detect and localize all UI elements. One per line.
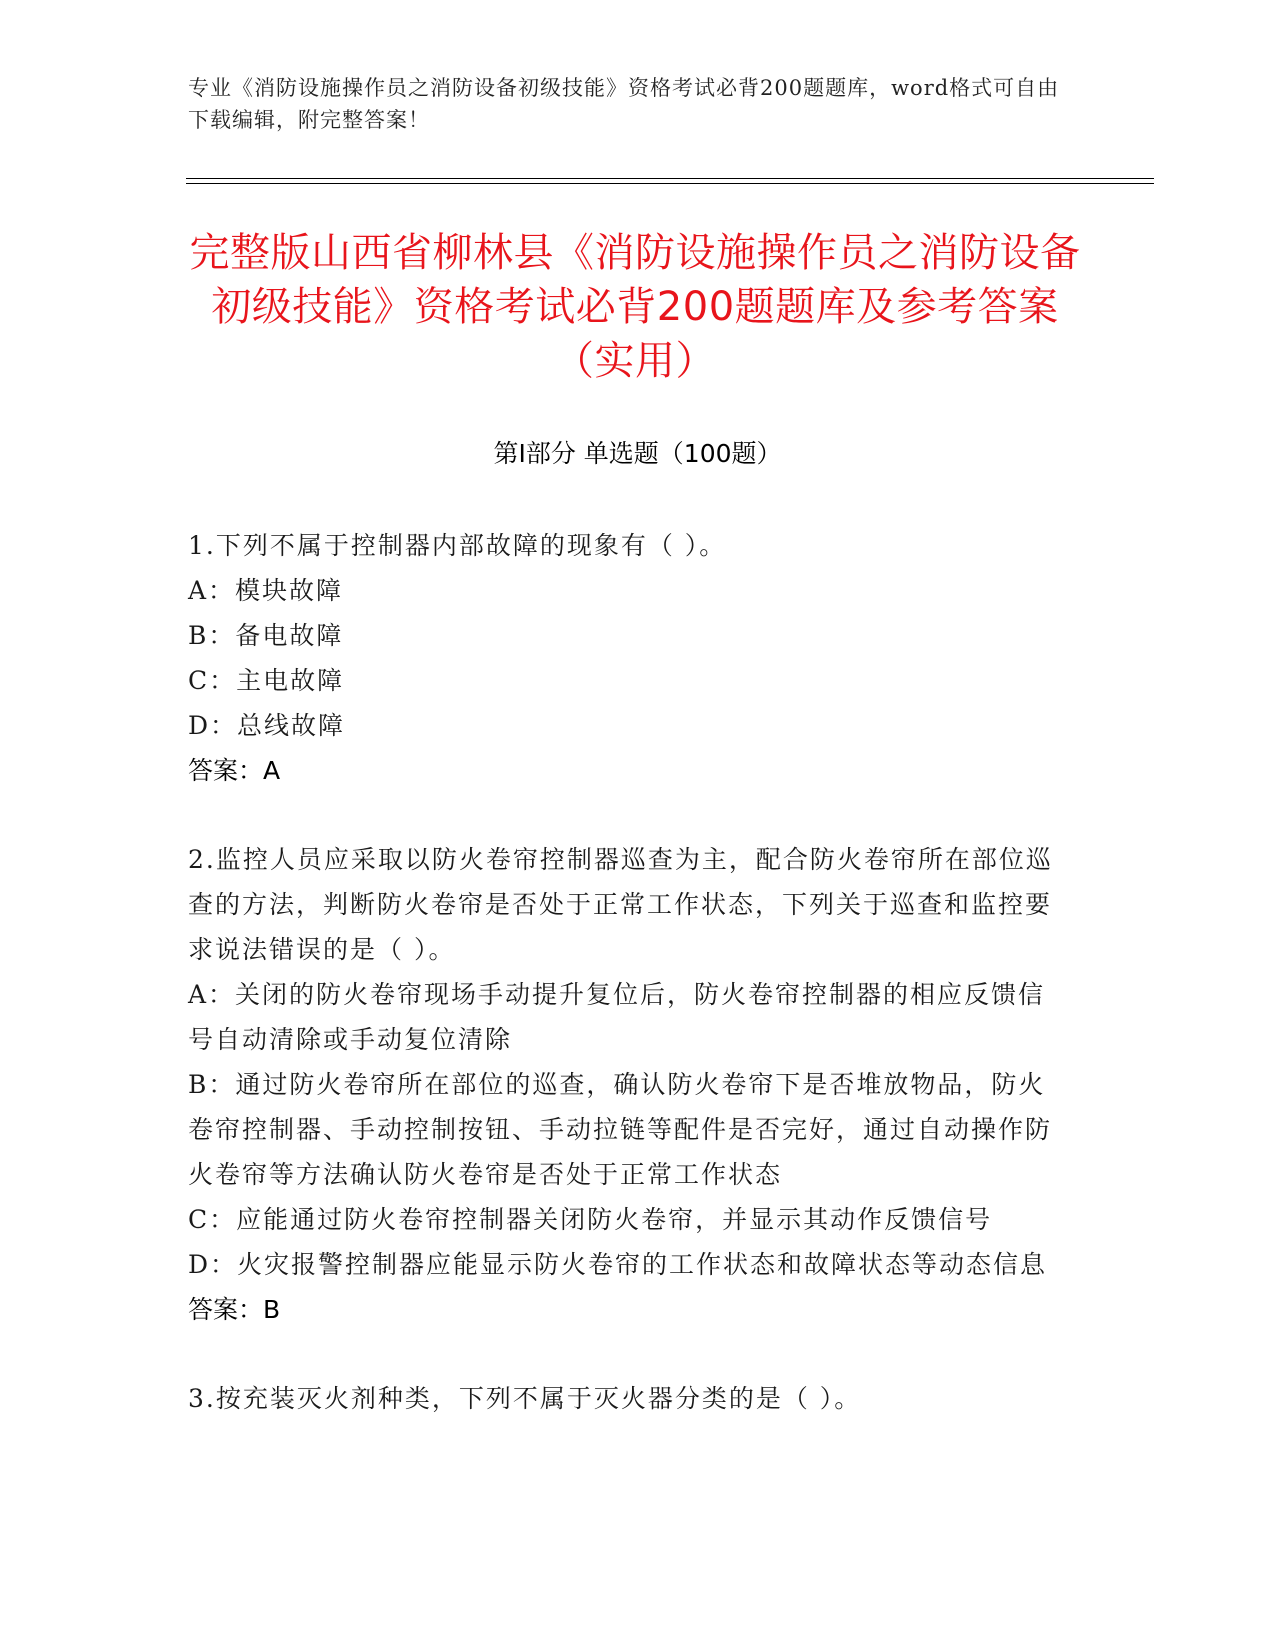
option-b: B：通过防火卷帘所在部位的巡查，确认防火卷帘下是否堆放物品，防火卷帘控制器、手动控制按钮、手动拉链等配件是否完好，通过自动操作防火卷帘等方法确认防火卷帘是否处于正常工作状态 — [188, 1070, 1053, 1189]
question-stem: 3.按充装灭火剂种类，下列不属于灭火器分类的是（ ）。 — [188, 1384, 862, 1413]
option-a: A：模块故障 — [188, 576, 344, 605]
option-d: D：总线故障 — [188, 711, 346, 740]
question-stem: 1.下列不属于控制器内部故障的现象有（ ）。 — [188, 531, 727, 560]
section-heading: 第I部分 单选题（100题） — [493, 439, 782, 468]
question-3 — [188, 1376, 1068, 1421]
question-list — [188, 523, 1068, 1465]
option-b: B：备电故障 — [188, 621, 344, 650]
answer-line: 答案：A — [188, 756, 281, 785]
option-c: C：应能通过防火卷帘控制器关闭防火卷帘，并显示其动作反馈信号 — [188, 1205, 993, 1234]
question-stem: 2.监控人员应采取以防火卷帘控制器巡查为主，配合防火卷帘所在部位巡查的方法，判断防火卷帘是否处于正常工作状态，下列关于巡查和监控要求说法错误的是（ ）。 — [188, 845, 1053, 964]
header-divider-bottom — [186, 183, 1154, 184]
document-title: 完整版山西省柳林县《消防设施操作员之消防设备初级技能》资格考试必背200题题库及参考答案（实用） — [189, 230, 1081, 384]
header-divider-top — [186, 178, 1154, 179]
question-1 — [188, 523, 1068, 793]
question-2 — [188, 837, 1068, 1332]
option-a: A：关闭的防火卷帘现场手动提升复位后，防火卷帘控制器的相应反馈信号自动清除或手动复位清除 — [188, 980, 1046, 1054]
header-note: 专业《消防设施操作员之消防设备初级技能》资格考试必背200题题库，word格式可自由下载编辑，附完整答案！ — [188, 76, 1060, 132]
option-c: C：主电故障 — [188, 666, 345, 695]
option-d: D：火灾报警控制器应能显示防火卷帘的工作状态和故障状态等动态信息 — [188, 1250, 1048, 1279]
answer-line: 答案：B — [188, 1295, 281, 1324]
